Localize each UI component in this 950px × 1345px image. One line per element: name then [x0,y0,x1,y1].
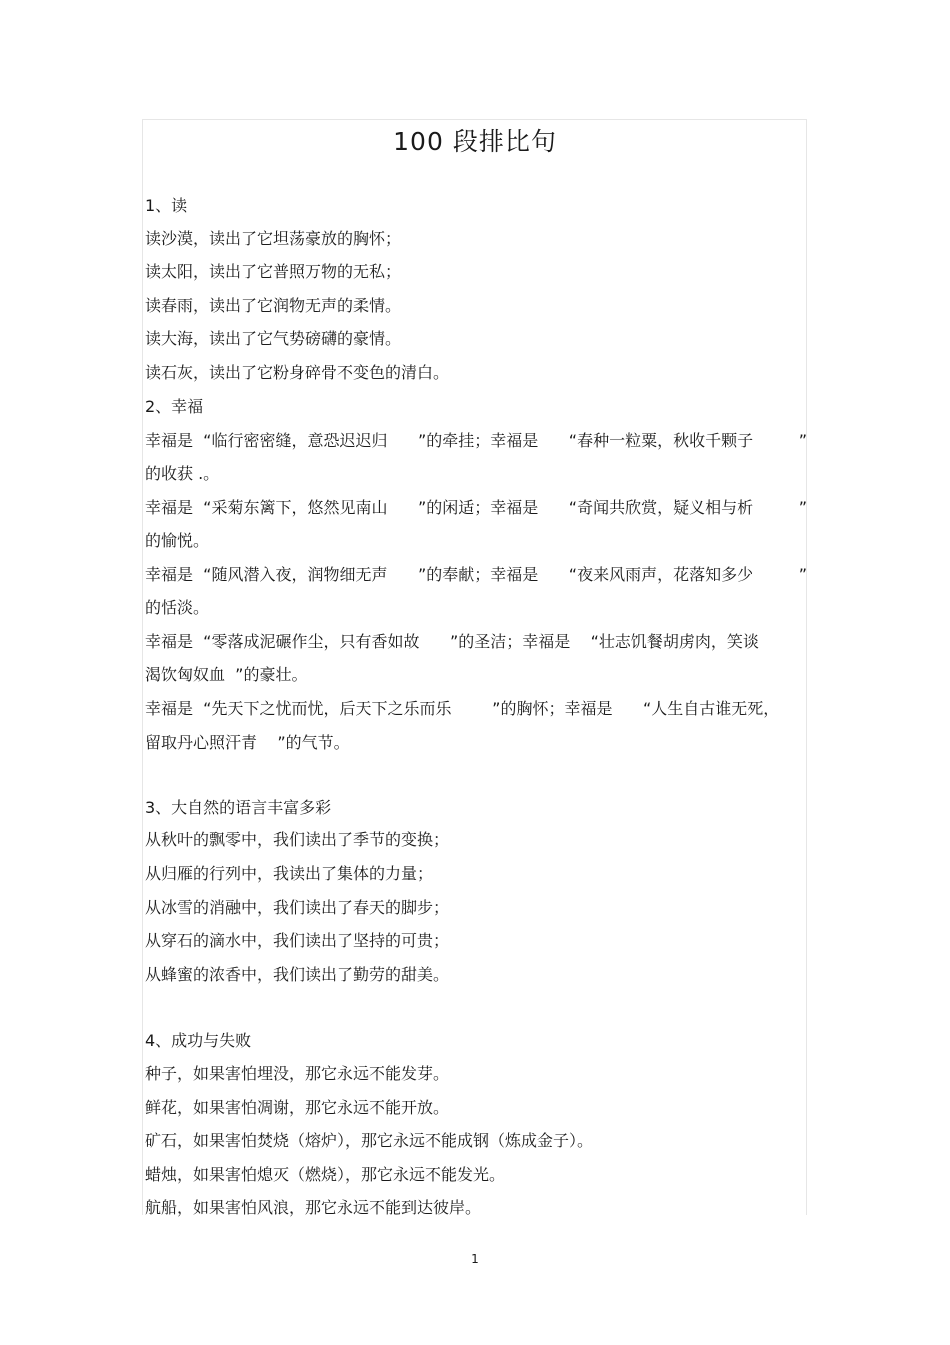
section-heading: 4、成功与失败 [145,1031,252,1050]
text-line: 矿石，如果害怕焚烧（熔炉），那它永远不能成钢（炼成金子）。 [145,1131,594,1150]
text-line: 从蜂蜜的浓香中，我们读出了勤劳的甜美。 [145,965,450,984]
text-line: 种子，如果害怕埋没，那它永远不能发芽。 [145,1064,450,1083]
close-quote: ” [798,431,807,450]
text-line: 的恬淡。 [145,598,210,617]
text-line: 读石灰，读出了它粉身碎骨不变色的清白。 [145,363,450,382]
text-line: 读沙漠，读出了它坦荡豪放的胸怀； [145,229,402,248]
section-heading: 2、幸福 [145,397,204,416]
text-line: 幸福是 “零落成泥碾作尘，只有香如故 ”的圣洁；幸福是 “壮志饥餐胡虏肉，笑谈 [145,632,759,651]
close-quote: ” [798,565,807,584]
text-line: 从秋叶的飘零中，我们读出了季节的变换； [145,830,450,849]
text-line: 读太阳，读出了它普照万物的无私； [145,262,402,281]
close-quote: ” [798,498,807,517]
text-line: 留取丹心照汗青 ”的气节。 [145,733,350,752]
document-title: 100 段排比句 [393,127,557,156]
text-line: 的收获 .。 [145,464,220,483]
text-line: 读春雨，读出了它润物无声的柔情。 [145,296,402,315]
text-line: 幸福是 “临行密密缝，意恐迟迟归 ”的牵挂；幸福是 “春种一粒粟，秋收千颗子 [145,431,754,450]
text-line: 航船，如果害怕风浪，那它永远不能到达彼岸。 [145,1198,482,1217]
text-line: 从穿石的滴水中，我们读出了坚持的可贵； [145,931,450,950]
text-line: 渴饮匈奴血 ”的豪壮。 [145,665,308,684]
text-line: 从冰雪的消融中，我们读出了春天的脚步； [145,898,450,917]
section-heading: 3、大自然的语言丰富多彩 [145,798,332,817]
text-line: 幸福是 “采菊东篱下，悠然见南山 ”的闲适；幸福是 “奇闻共欣赏，疑义相与析 [145,498,754,517]
text-line: 蜡烛，如果害怕熄灭（燃烧），那它永远不能发光。 [145,1165,506,1184]
text-line: 幸福是 “随风潜入夜，润物细无声 ”的奉献；幸福是 “夜来风雨声，花落知多少 [145,565,754,584]
text-line: 幸福是 “先天下之忧而忧，后天下之乐而乐 ”的胸怀；幸福是 “人生自古谁无死， [145,699,780,718]
text-line: 的愉悦。 [145,531,210,550]
page-number: 1 [471,1252,479,1266]
text-line: 从归雁的行列中，我读出了集体的力量； [145,864,434,883]
text-line: 读大海，读出了它气势磅礴的豪情。 [145,329,402,348]
text-line: 鲜花，如果害怕凋谢，那它永远不能开放。 [145,1098,450,1117]
section-heading: 1、读 [145,196,188,215]
